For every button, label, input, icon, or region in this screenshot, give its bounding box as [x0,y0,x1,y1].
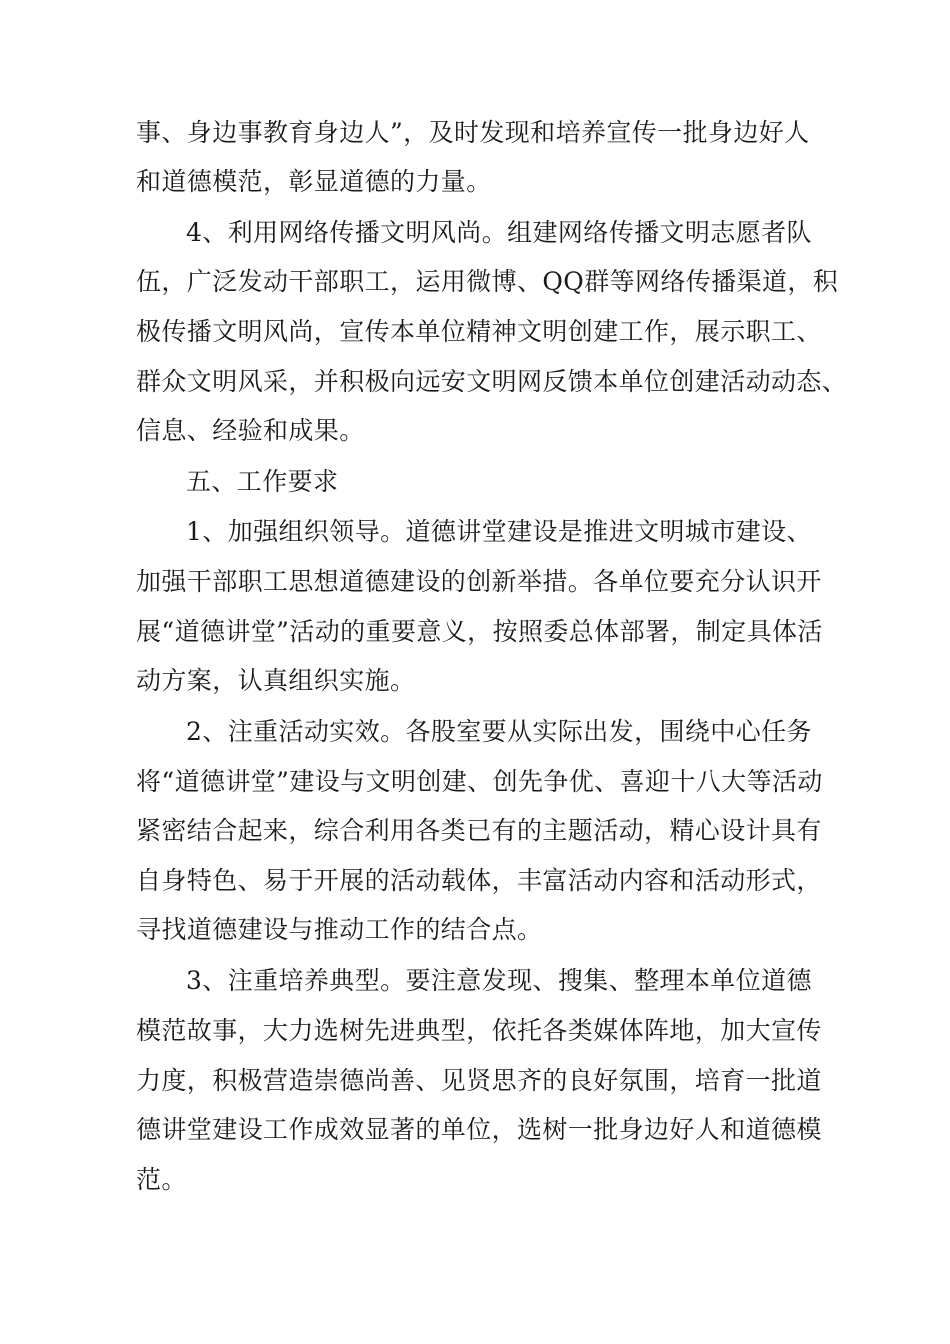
text-line: 寻找道德建设与推动工作的结合点。 [136,915,543,944]
text-line: 紧密结合起来，综合利用各类已有的主题活动，精心设计具有 [136,816,822,845]
section-item-3-heading: 3、注重培养典型。要注意发现、搜集、整理本单位道德 [186,966,812,995]
text-line: 群众文明风采，并积极向远安文明网反馈本单位创建活动动态、 [136,367,848,396]
text-line: 模范故事，大力选树先进典型，依托各类媒体阵地，加大宣传 [136,1016,822,1045]
section-item-4-heading: 4、利用网络传播文明风尚。组建网络传播文明志愿者队 [186,218,812,247]
text-line: 范。 [136,1165,187,1194]
text-line: 德讲堂建设工作成效显著的单位，选树一批身边好人和道德模 [136,1115,822,1144]
text-line: 和道德模范，彰显道德的力量。 [136,167,492,196]
text-line: 事、身边事教育身边人”，及时发现和培养宣传一批身边好人 [136,118,810,147]
text-line: 将“道德讲堂”建设与文明创建、创先争优、喜迎十八大等活动 [136,767,823,796]
text-line: 极传播文明风尚，宣传本单位精神文明创建工作，展示职工、 [136,317,822,346]
section-heading-work-requirements: 五、工作要求 [186,467,339,496]
text-line: 加强干部职工思想道德建设的创新举措。各单位要充分认识开 [136,567,822,596]
text-line: 自身特色、易于开展的活动载体，丰富活动内容和活动形式， [136,866,822,895]
text-line: 动方案，认真组织实施。 [136,666,416,695]
text-line: 力度，积极营造崇德尚善、见贤思齐的良好氛围，培育一批道 [136,1066,822,1095]
text-line: 伍，广泛发动干部职工，运用微博、QQ群等网络传播渠道，积 [136,267,839,296]
text-line: 信息、经验和成果。 [136,416,365,445]
section-item-2-heading: 2、注重活动实效。各股室要从实际出发，围绕中心任务 [186,717,812,746]
section-item-1-heading: 1、加强组织领导。道德讲堂建设是推进文明城市建设、 [186,517,812,546]
text-line: 展“道德讲堂”活动的重要意义，按照委总体部署，制定具体活 [136,617,823,646]
